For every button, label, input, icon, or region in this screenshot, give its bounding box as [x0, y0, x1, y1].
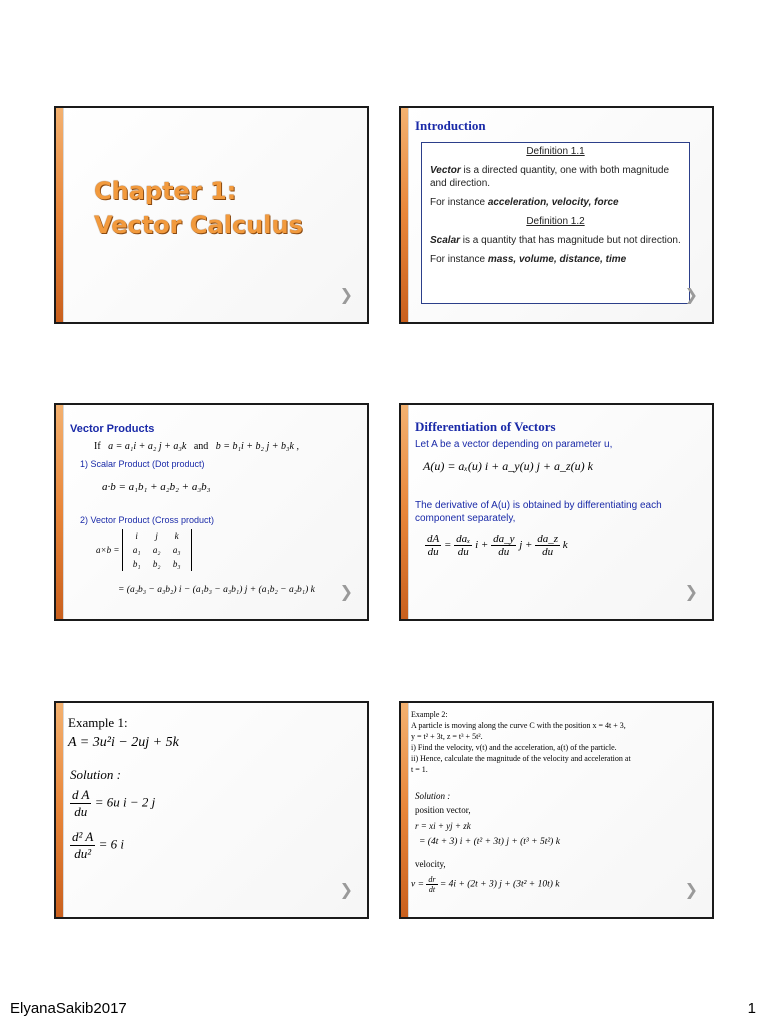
footer-author: ElyanaSakib2017	[10, 1000, 127, 1017]
solution-label: Solution :	[70, 767, 121, 782]
slide-example-2	[399, 701, 714, 919]
position-equation: r = xi + yj + zk	[415, 821, 471, 831]
next-arrow-icon: ❯	[684, 582, 698, 601]
definition-2-text: Scalar is a quantity that has magnitude but not direction.	[430, 235, 681, 246]
slide-vector-products	[54, 403, 369, 621]
determinant-matrix: i j k a₁ a₂ a₃ b₁ b₂ b₃	[122, 529, 192, 571]
derivative-text: The derivative of A(u) is obtained by differentiating each component separately,	[415, 500, 662, 524]
definition-2-instance: For instance mass, volume, distance, time	[430, 254, 627, 265]
position-expanded: = (4t + 3) i + (t² + 3t) j + (t³ + 5t²) k	[419, 837, 560, 847]
vector-a-equation: A(u) = aₓ(u) i + a_y(u) j + a_z(u) k	[423, 459, 593, 473]
chapter-title-line1: Chapter 1:	[94, 177, 237, 205]
intro-text: Let A be a vector depending on parameter u,	[415, 439, 613, 450]
vector-definitions: If a = a₁i + a₂ j + a₃k and b = b₁i + b₂ j + b₃k ,	[94, 441, 299, 452]
cross-product-result: = (a₂b₃ − a₃b₂) i − (a₁b₃ − a₃b₁) j + (a₁b₂ − a₂b₁) k	[118, 585, 315, 595]
definition-1-text: Vector is a directed quantity, one with both magnitude and direction.	[430, 165, 670, 189]
slide-heading: Example 2:	[411, 710, 448, 719]
slide-heading: Introduction	[415, 118, 486, 133]
solution-label: Solution :	[415, 791, 451, 801]
given-equation: A = 3u²i − 2uj + 5k	[68, 735, 179, 750]
next-arrow-icon: ❯	[339, 880, 353, 899]
vector-product-label: 2) Vector Product (Cross product)	[80, 515, 215, 525]
velocity-equation: v = $\frac{dr}{dt}$ = 4i + (2t + 3) j + (3t² + 10t) k	[411, 875, 560, 894]
position-label: position vector,	[415, 805, 471, 815]
scalar-product-label: 1) Scalar Product (Dot product)	[80, 459, 205, 469]
next-arrow-icon: ❯	[684, 285, 698, 304]
definition-1-instance: For instance acceleration, velocity, force	[430, 197, 619, 208]
cross-product-determinant: a×b = i j k a₁ a₂ a₃ b₁ b₂ b₃	[96, 529, 192, 571]
definition-2-title: Definition 1.2	[526, 216, 585, 227]
slide-heading: Example 1:	[68, 715, 128, 730]
slide-example-1	[54, 701, 369, 919]
definition-1-title: Definition 1.1	[526, 146, 585, 157]
slide-differentiation	[399, 403, 714, 621]
derivative-equation: $\frac{dA}{du}$ = $\frac{\text{daₓ}}{du}$ i + $\frac{da\_y}{du}$ j + $\frac{da\_z}{du}$ k	[427, 533, 568, 558]
velocity-label: velocity,	[415, 859, 446, 869]
problem-statement: Example 2: A particle is moving along the curve C with the position x = 4t + 3, y = t² + 3t, z = t³ + 5t². i) Find the velocity, v(t) and the acceleration, a(t) of the particle. ii) Hence, calculate the magnitude of the velocity and acceleration at t = 1.	[411, 709, 707, 775]
definitions-box	[421, 142, 690, 304]
slide-heading: Vector Products	[70, 423, 155, 435]
slide-heading: Differentiation of Vectors	[415, 419, 556, 434]
next-arrow-icon: ❯	[339, 285, 353, 304]
dot-product-equation: a·b = a₁b₁ + a₂b₂ + a₃b₃	[102, 481, 211, 493]
chapter-title	[94, 174, 303, 242]
page-number: 1	[747, 1000, 756, 1017]
slide-introduction	[399, 106, 714, 324]
chapter-title-line2: Vector Calculus	[94, 211, 303, 239]
slide-chapter-title	[54, 106, 369, 324]
first-derivative: $\frac{\text{d A}}{du}$ = 6u i − 2 j	[72, 787, 156, 819]
next-arrow-icon: ❯	[339, 582, 353, 601]
second-derivative: $\frac{\text{d² A}}{\text{du²}}$ = 6 i	[72, 829, 124, 861]
next-arrow-icon: ❯	[684, 880, 698, 899]
